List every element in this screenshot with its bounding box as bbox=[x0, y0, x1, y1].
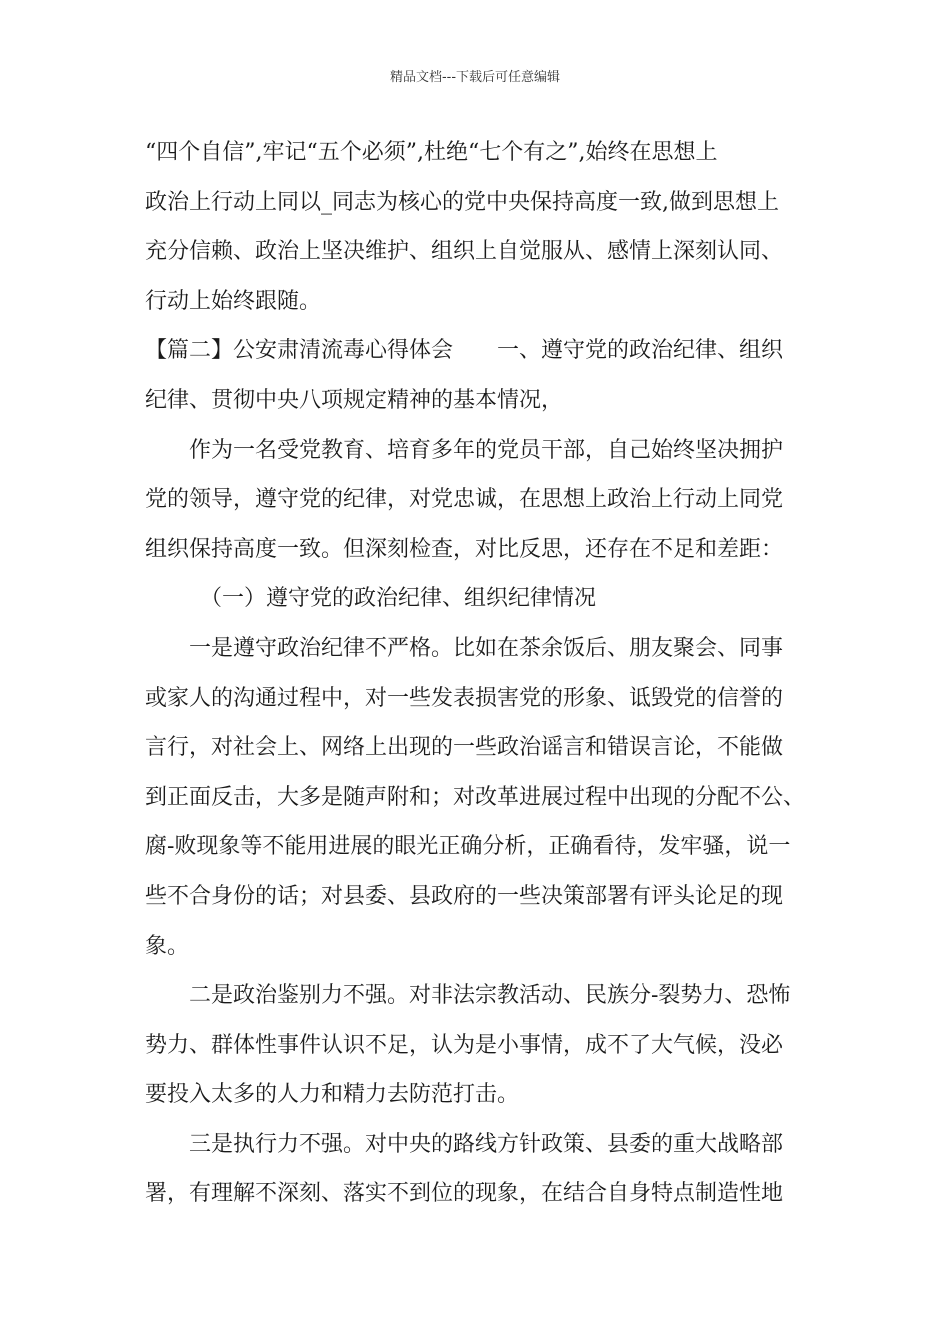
subsection-heading: （一）遵守党的政治纪律、组织纪律情况 bbox=[200, 586, 597, 612]
text-line: “四个自信”,牢记“五个必须”,杜绝“七个有之”,始终在思想上 bbox=[145, 140, 718, 165]
text-line: 些不合身份的话；对县委、县政府的一些决策部署有评头论足的现 bbox=[145, 883, 784, 909]
text-line: 组织保持高度一致。但深刻检查，对比反思，还存在不足和差距： bbox=[145, 536, 784, 562]
text-line: 行动上始终跟随。 bbox=[145, 288, 322, 314]
text-line: 党的领导，遵守党的纪律，对党忠诚，在思想上政治上行动上同党 bbox=[145, 487, 784, 513]
text-line: 作为一名受党教育、培育多年的党员干部，自己始终坚决拥护 bbox=[189, 437, 784, 463]
text-line: 一是遵守政治纪律不严格。比如在茶余饭后、朋友聚会、同事 bbox=[189, 635, 784, 661]
text-line: 或家人的沟通过程中，对一些发表损害党的形象、诋毁党的信誉的 bbox=[145, 685, 784, 711]
page-header: 精品文档---下载后可任意编辑 bbox=[389, 70, 561, 85]
text-line: 腐-败现象等不能用进展的眼光正确分析，正确看待，发牢骚，说一 bbox=[145, 834, 791, 860]
text-line: 政治上行动上同以_同志为核心的党中央保持高度一致,做到思想上 bbox=[145, 189, 779, 215]
text-line: 三是执行力不强。对中央的路线方针政策、县委的重大战略部 bbox=[189, 1131, 784, 1157]
text-line: 署，有理解不深刻、落实不到位的现象，在结合自身特点制造性地 bbox=[145, 1181, 784, 1207]
text-line: 纪律、贯彻中央八项规定精神的基本情况， bbox=[145, 387, 564, 413]
text-line: 势力、群体性事件认识不足，认为是小事情，成不了大气候，没必 bbox=[145, 1032, 784, 1058]
text-line: 充分信赖、政治上坚决维护、组织上自觉服从、感情上深刻认同、 bbox=[145, 239, 784, 265]
text-line: 要投入太多的人力和精力去防范打击。 bbox=[145, 1082, 520, 1108]
document-body bbox=[145, 128, 813, 1219]
text-line: 象。 bbox=[145, 933, 190, 959]
text-line: 到正面反击，大多是随声附和；对改革进展过程中出现的分配不公、 bbox=[145, 784, 806, 810]
section-heading-line: 【篇二】公安肃清流毒心得体会 一、遵守党的政治纪律、组织 bbox=[145, 338, 784, 364]
text-line: 言行，对社会上、网络上出现的一些政治谣言和错误言论，不能做 bbox=[145, 735, 784, 761]
text-line: 二是政治鉴别力不强。对非法宗教活动、民族分-裂势力、恐怖 bbox=[189, 983, 791, 1009]
